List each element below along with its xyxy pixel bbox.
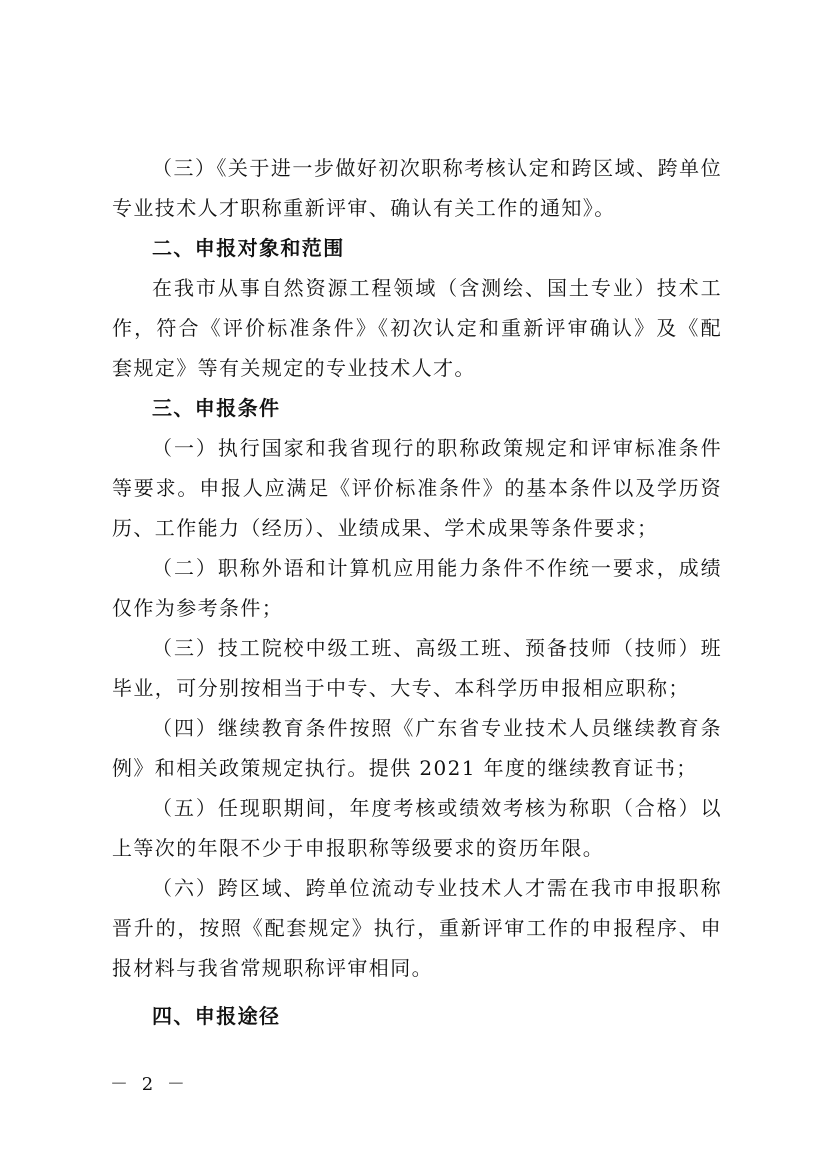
condition-item-3: （三）技工院校中级工班、高级工班、预备技师（技师）班毕业，可分别按相当于中专、大专、本科学历申报相应职称； [112,636,722,700]
condition-item-5: （五）任现职期间，年度考核或绩效考核为称职（合格）以上等次的年限不少于申报职称等级要求的资历年限。 [112,796,722,860]
condition-item-1: （一）执行国家和我省现行的职称政策规定和评审标准条件等要求。申报人应满足《评价标准条件》的基本条件以及学历资历、工作能力（经历）、业绩成果、学术成果等条件要求； [112,436,722,540]
page-number: － 2 － [110,1074,189,1095]
document-body [112,148,722,1036]
paragraph-policy-item-3: （三）《关于进一步做好初次职称考核认定和跨区域、跨单位专业技术人才职称重新评审、确认有关工作的通知》。 [112,156,722,220]
paragraph-scope: 在我市从事自然资源工程领域（含测绘、国土专业）技术工作，符合《评价标准条件》《初次认定和重新评审确认》及《配套规定》等有关规定的专业技术人才。 [112,276,722,380]
condition-item-4: （四）继续教育条件按照《广东省专业技术人员继续教育条例》和相关政策规定执行。提供 2021 年度的继续教育证书； [112,716,722,780]
condition-item-2: （二）职称外语和计算机应用能力条件不作统一要求，成绩仅作为参考条件； [112,556,722,620]
condition-item-6: （六）跨区域、跨单位流动专业技术人才需在我市申报职称晋升的，按照《配套规定》执行，重新评审工作的申报程序、申报材料与我省常规职称评审相同。 [112,876,722,980]
section-heading-2: 二、申报对象和范围 [152,236,345,260]
section-heading-3: 三、申报条件 [152,396,281,420]
section-heading-4: 四、申报途径 [152,1004,281,1028]
